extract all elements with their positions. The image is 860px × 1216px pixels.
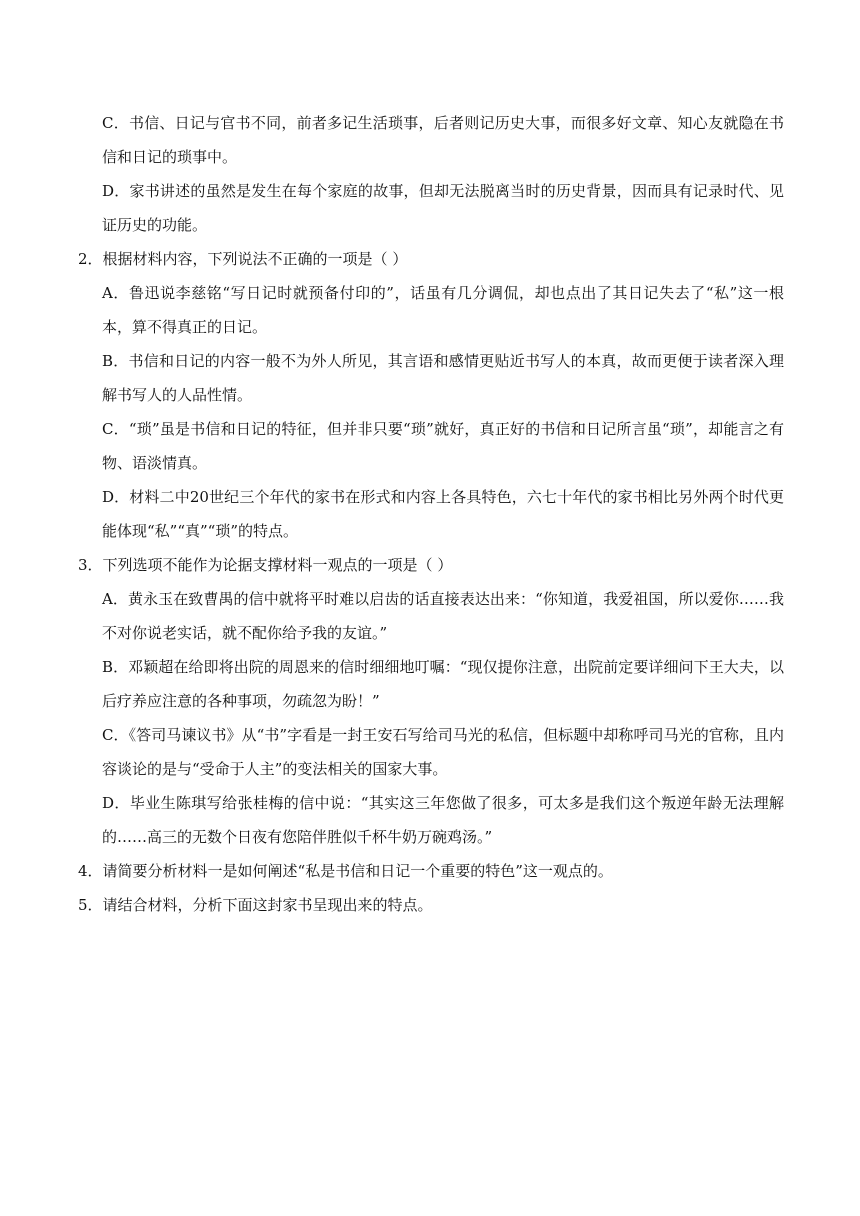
- q3-option-c: C．《答司马谏议书》从“书”字看是一封王安石写给司马光的私信，但标题中却称呼司马光的官称，且内容谈论的是与“受命于人主”的变法相关的国家大事。: [102, 726, 784, 778]
- q2-option-d: D．材料二中20世纪三个年代的家书在形式和内容上各具特色，六七十年代的家书相比另外两个时代更能体现“私”“真”“琐”的特点。: [102, 488, 784, 540]
- q5-stem: 5．请结合材料，分析下面这封家书呈现出来的特点。: [78, 896, 433, 914]
- q3-option-b: B．邓颖超在给即将出院的周恩来的信时细细地叮嘱：“现仅提你注意，出院前定要详细问下王大夫，以后疗养应注意的各种事项，勿疏忽为盼！”: [102, 658, 784, 710]
- q3-option-d: D．毕业生陈琪写给张桂梅的信中说：“其实这三年您做了很多，可太多是我们这个叛逆年龄无法理解的……高三的无数个日夜有您陪伴胜似千杯牛奶万碗鸡汤。”: [102, 794, 784, 846]
- question-content: [78, 106, 784, 922]
- q1-option-d: D．家书讲述的虽然是发生在每个家庭的故事，但却无法脱离当时的历史背景，因而具有记录时代、见证历史的功能。: [102, 182, 784, 234]
- q2-stem: 2．根据材料内容，下列说法不正确的一项是（ ）: [78, 250, 408, 268]
- q4-stem: 4．请简要分析材料一是如何阐述“私是书信和日记一个重要的特色”这一观点的。: [78, 862, 613, 880]
- q2-option-c: C．“琐”虽是书信和日记的特征，但并非只要“琐”就好，真正好的书信和日记所言虽“琐”，却能言之有物、语淡情真。: [102, 420, 784, 472]
- q3-option-a: A．黄永玉在致曹禺的信中就将平时难以启齿的话直接表达出来：“你知道，我爱祖国，所以爱你……我不对你说老实话，就不配你给予我的友谊。”: [102, 590, 784, 642]
- q2-option-b: B．书信和日记的内容一般不为外人所见，其言语和感情更贴近书写人的本真，故而更便于读者深入理解书写人的人品性情。: [102, 352, 784, 404]
- q3-stem: 3．下列选项不能作为论据支撑材料一观点的一项是（ ）: [78, 556, 453, 574]
- q1-option-c: C．书信、日记与官书不同，前者多记生活琐事，后者则记历史大事，而很多好文章、知心友就隐在书信和日记的琐事中。: [102, 114, 784, 166]
- q2-option-a: A．鲁迅说李慈铭“写日记时就预备付印的”，话虽有几分调侃，却也点出了其日记失去了“私”这一根本，算不得真正的日记。: [102, 284, 784, 336]
